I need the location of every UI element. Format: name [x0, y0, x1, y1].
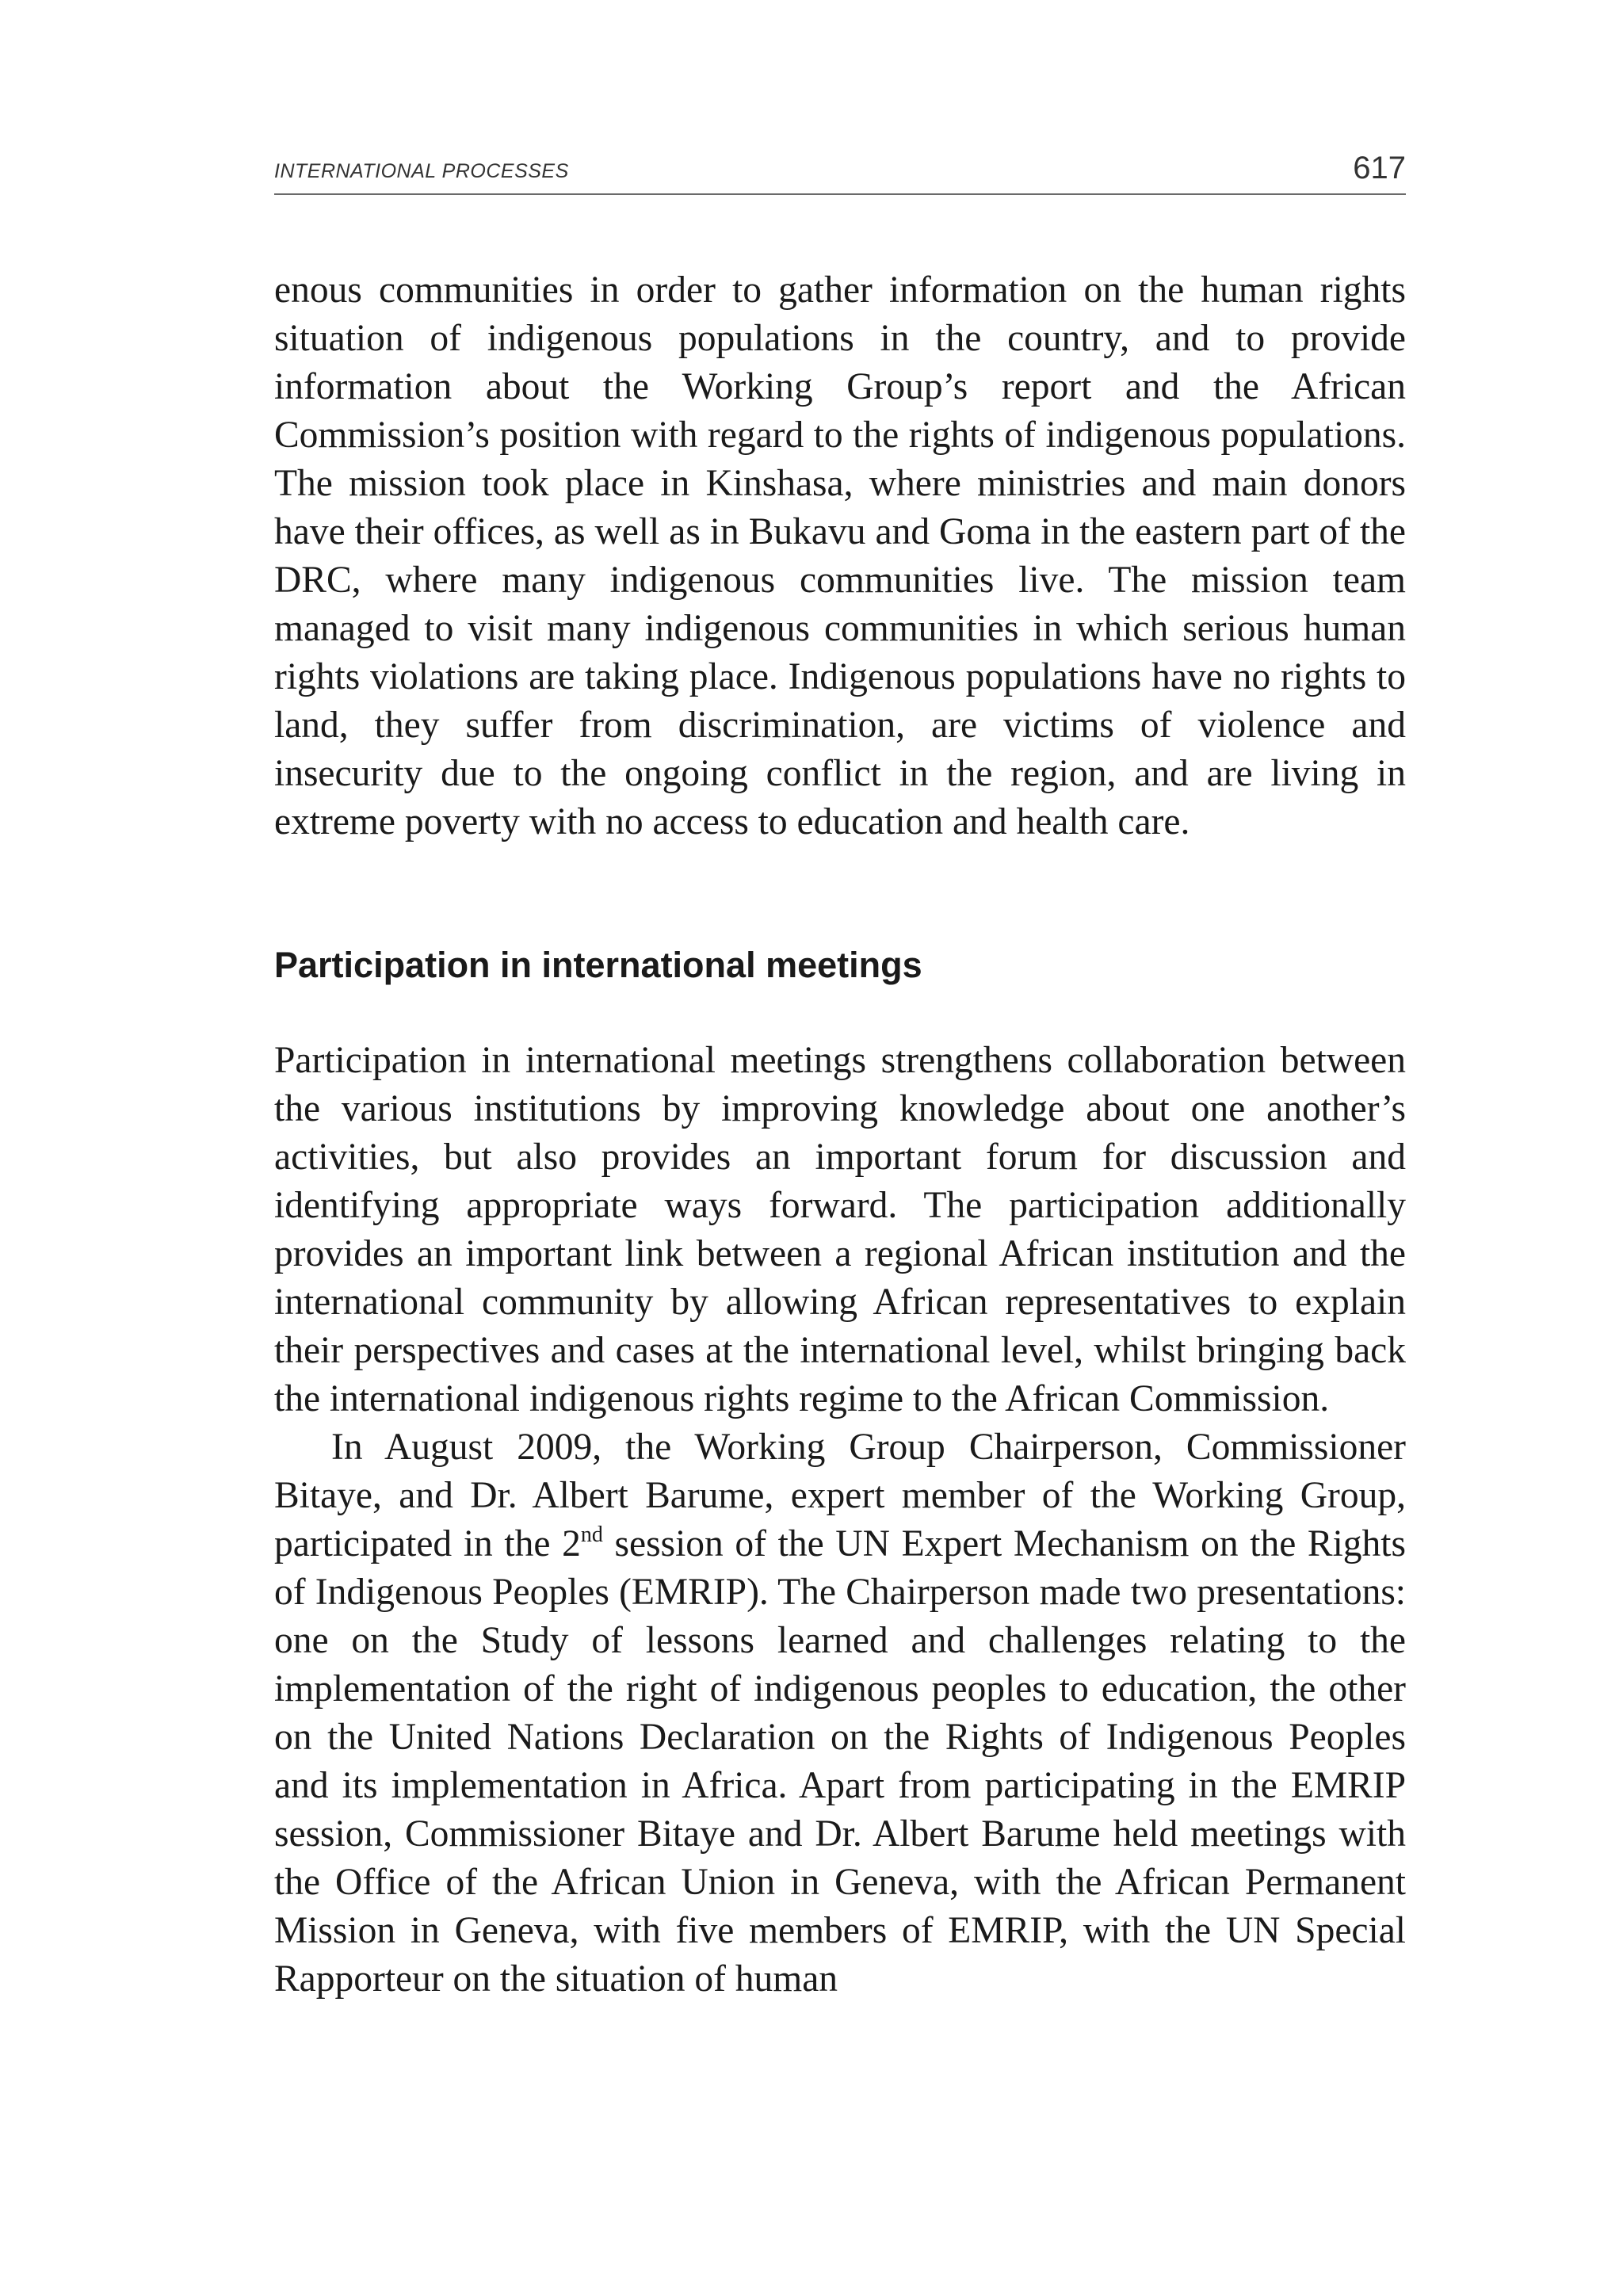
running-head: INTERNATIONAL PROCESSES: [274, 160, 569, 182]
body-paragraph: enous communities in order to gather information on the human rights situation of indigenous populations in the country, and to provide information about the Working Group’s report and the African Commission’s position with regard to the rights of indigenous populations. The mission took place in Kinshasa, where ministries and main donors have their offices, as well as in Bukavu and Goma in the eastern part of the DRC, where many indigenous communities live. The mission team managed to visit many indigenous communities in which serious human rights violations are taking place. Indigenous populations have no rights to land, they suffer from discrimination, are victims of violence and insecurity due to the ongoing conflict in the region, and are living in extreme poverty with no access to education and health care.: [274, 269, 1406, 842]
paragraph-text: In August 2009, the Working Group Chairperson, Commissioner Bitaye, and Dr. Albert Barume, expert member of the Working Group, participated in the 2: [274, 1427, 1406, 1564]
opening-paragraph-block: [274, 266, 1406, 846]
section-body: [274, 1037, 1406, 2004]
body-paragraph: [274, 1423, 1406, 2004]
ordinal-superscript: nd: [580, 1522, 603, 1547]
section-heading: Participation in international meetings: [274, 945, 922, 985]
page-header: [274, 149, 1406, 195]
paragraph-text: session of the UN Expert Mechanism on the Rights of Indigenous Peoples (EMRIP). The Chairperson made two presentations: one on the Study of lessons learned and challenges relating to the implementation of the right of indigenous peoples to education, the other on the United Nations Declaration on the Rights of Indigenous Peoples and its implementation in Africa. Apart from participating in the EMRIP session, Commissioner Bitaye and Dr. Albert Barume held meetings with the Office of the African Union in Geneva, with the African Permanent Mission in Geneva, with five members of EMRIP, with the UN Special Rapporteur on the situation of human: [274, 1523, 1406, 2000]
page-number: 617: [1353, 151, 1406, 185]
body-paragraph: Participation in international meetings strengthens collaboration between the various institutions by improving knowledge about one another’s activities, but also provides an important forum for discussion and identifying appropriate ways forward. The participation additionally provides an important link between a regional African institution and the international community by allowing African representatives to explain their perspectives and cases at the international level, whilst bringing back the international indigenous rights regime to the African Commission.: [274, 1040, 1406, 1419]
